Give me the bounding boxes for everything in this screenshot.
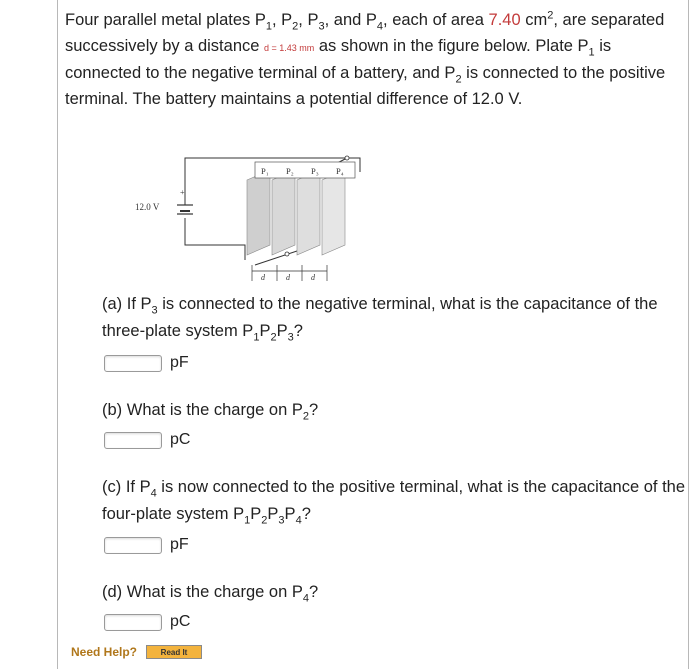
switch-contact <box>345 156 349 160</box>
plate-label-p3: P₃ <box>311 166 319 176</box>
answer-input-c[interactable] <box>104 537 162 554</box>
answer-row-a <box>104 353 189 373</box>
answer-input-d[interactable] <box>104 614 162 631</box>
spacing-label-d2: d <box>286 273 290 282</box>
answer-row-d <box>104 612 190 632</box>
plate-label-p4: P₄ <box>336 166 344 176</box>
battery-label: 12.0 V <box>135 202 160 212</box>
unit-label-b: pC <box>170 431 191 448</box>
battery-plus-sign: + <box>180 188 185 197</box>
unit-label-c: pF <box>170 536 189 553</box>
unit-label-d: pC <box>170 613 191 630</box>
question-d: (d) What is the charge on $P_4$? <box>102 583 319 605</box>
plate-p4 <box>322 170 345 255</box>
unit-label-a: pF <box>170 354 189 371</box>
answer-input-b[interactable] <box>104 432 162 449</box>
question-c: (c) If $P_4$ is now connected to the positive terminal, what is the capacitance of the four-plate system $P_1P_2P_3P_4$? <box>102 478 686 527</box>
distance-value: d = 1.43 mm <box>264 42 315 53</box>
plate-p2 <box>272 170 295 255</box>
plate-p3 <box>297 170 320 255</box>
question-b: (b) What is the charge on $P_2$? <box>102 401 319 423</box>
plate-label-p1: P₁ <box>261 166 269 176</box>
need-help-label: Need Help? <box>71 645 138 659</box>
need-help-section <box>71 645 202 659</box>
question-a: (a) If $P_3$ is connected to the negative terminal, what is the capacitance of the three-plate system $P_1P_2P_3$? <box>102 295 658 344</box>
spacing-label-d1: d <box>261 273 265 282</box>
area-value: 7.40 <box>488 11 521 29</box>
switch-contact-2 <box>285 252 289 256</box>
plate-circuit-figure <box>135 150 375 290</box>
read-it-button[interactable]: Read It <box>146 645 202 659</box>
answer-row-c <box>104 535 189 555</box>
answer-row-b <box>104 430 190 450</box>
problem-statement: Four parallel metal plates $P_1$, $P_2$, $P_3$, and $P_4$, each of area 7.40 $cm^2$, are separated successively by a distance d = 1.43 mm as shown in the figure below. Plate $P_1$ is connected to the negative terminal of a battery, and $P_2$ is connected to the positive terminal. The battery maintains a potential difference of 12.0 V. <box>65 9 666 108</box>
spacing-label-d3: d <box>311 273 315 282</box>
bottom-wire <box>185 218 245 260</box>
answer-input-a[interactable] <box>104 355 162 372</box>
plate-label-p2: P₂ <box>286 166 294 176</box>
plates <box>247 170 345 255</box>
plate-p1 <box>247 170 270 255</box>
